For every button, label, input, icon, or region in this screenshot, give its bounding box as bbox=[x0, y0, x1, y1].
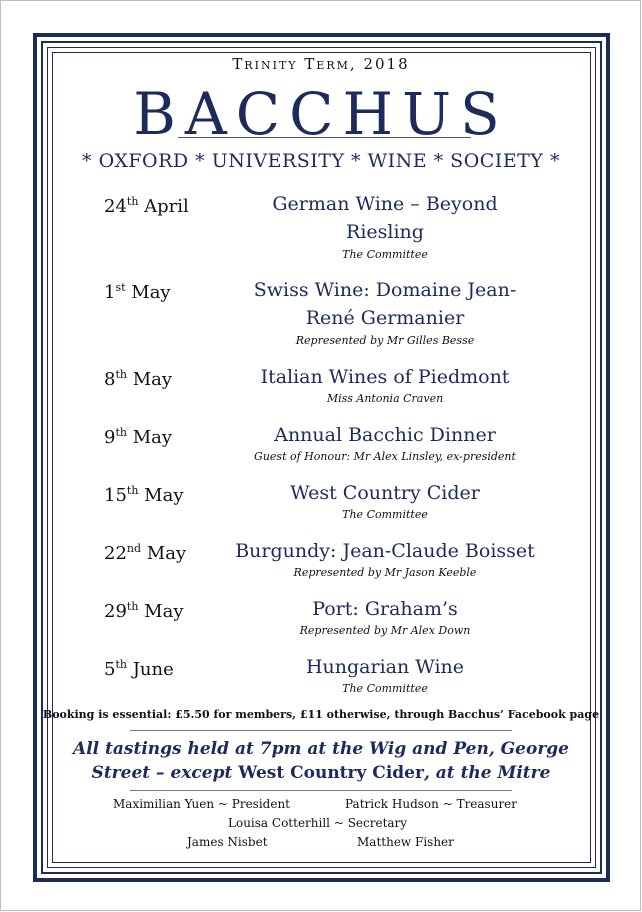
divider-bottom bbox=[130, 790, 512, 791]
term-label: Trinity Term, 2018 bbox=[232, 55, 410, 73]
event-presenter: Represented by Mr Alex Down bbox=[299, 624, 471, 637]
event-date: 24th April bbox=[104, 195, 189, 217]
event-title: Hungarian Wine bbox=[305, 656, 465, 678]
event-presenter: Miss Antonia Craven bbox=[326, 392, 444, 405]
event-presenter: The Committee bbox=[342, 508, 428, 521]
event-presenter: Guest of Honour: Mr Alex Linsley, ex-president bbox=[254, 450, 516, 463]
event-date: 8th May bbox=[104, 368, 173, 390]
title-rule bbox=[178, 137, 471, 138]
event-date: 22nd May bbox=[104, 542, 187, 564]
officer-treasurer: Patrick Hudson ~ Treasurer bbox=[345, 797, 518, 811]
event-title: Burgundy: Jean-Claude Boisset bbox=[235, 540, 535, 562]
officer-secretary: Louisa Cotterhill ~ Secretary bbox=[228, 816, 408, 830]
event-title: Annual Bacchic Dinner bbox=[274, 424, 496, 446]
booking-note: Booking is essential: £5.50 for members, £11 otherwise, through Bacchus’ Facebook page bbox=[42, 708, 600, 721]
event-presenter: Represented by Mr Gilles Besse bbox=[295, 334, 475, 347]
event-date: 15th May bbox=[104, 484, 184, 506]
event-presenter: The Committee bbox=[342, 682, 428, 695]
event-title: Italian Wines of Piedmont bbox=[260, 366, 510, 388]
event-date: 9th May bbox=[104, 426, 173, 448]
event-date: 29th May bbox=[104, 600, 184, 622]
divider-top bbox=[130, 730, 512, 731]
society-title: BACCHUS bbox=[133, 80, 509, 148]
event-date: 5th June bbox=[104, 658, 174, 680]
committee-member: Matthew Fisher bbox=[357, 835, 454, 849]
event-presenter: Represented by Mr Jason Keeble bbox=[293, 566, 477, 579]
society-subtitle: * OXFORD * UNIVERSITY * WINE * SOCIETY * bbox=[82, 150, 560, 172]
event-date: 1st May bbox=[104, 281, 171, 303]
committee-member: James Nisbet bbox=[187, 835, 268, 849]
event-title: Swiss Wine: Domaine Jean- René Germanier bbox=[253, 279, 517, 329]
event-title: Port: Graham’s bbox=[312, 598, 458, 620]
officer-president: Maximilian Yuen ~ President bbox=[113, 797, 290, 811]
event-title: West Country Cider bbox=[290, 482, 480, 504]
venue-note: All tastings held at 7pm at the Wig and Pen, George Street – except West Country Cider, at the Mitre bbox=[73, 739, 569, 783]
event-title: German Wine – Beyond Riesling bbox=[272, 193, 498, 243]
event-presenter: The Committee bbox=[342, 248, 428, 261]
